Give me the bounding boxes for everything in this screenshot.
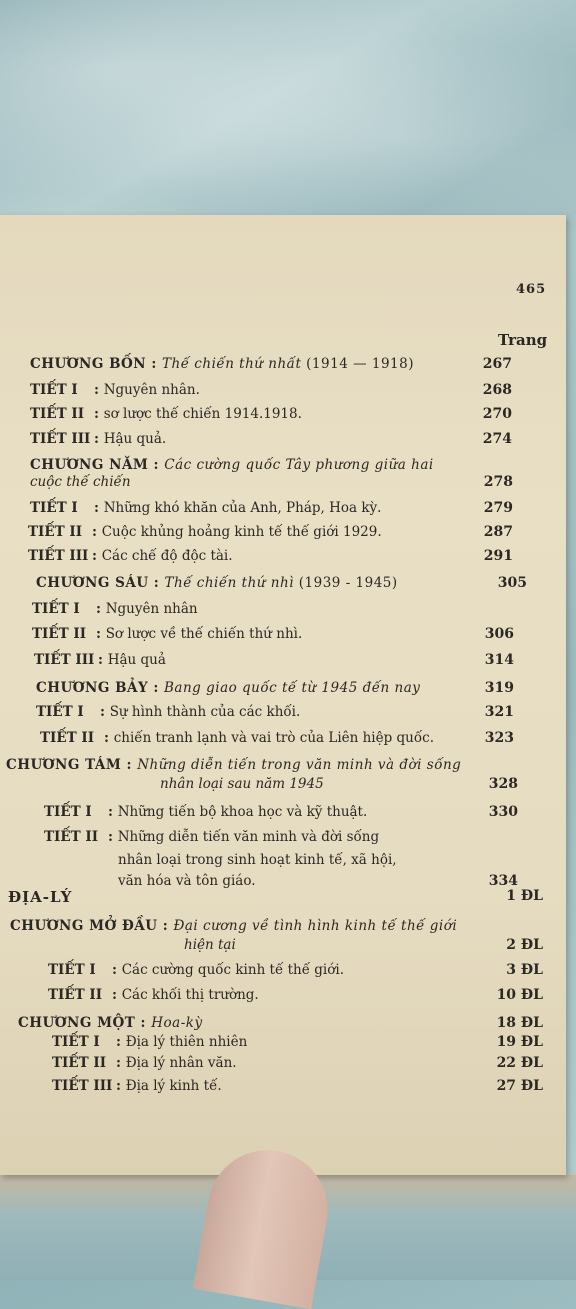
chapter-label: CHƯƠNG NĂM [30,457,149,473]
separator: : [148,457,165,473]
section-title: Những diễn tiến văn minh và đời sống [117,829,380,845]
toc-entry [6,757,461,773]
toc-entry: nhân loại trong sinh hoạt kinh tế, xã hội, [118,852,397,868]
section-title: Nguyên nhân. [103,382,200,398]
page-number: 465 [516,282,547,297]
toc-entry [30,457,434,473]
chapter-label: CHƯƠNG BỐN [30,356,147,372]
toc-entry: văn hóa và tôn giáo. [118,873,256,889]
section-label: TIẾT III [34,652,95,668]
separator: : [108,829,118,845]
separator: : [100,704,110,720]
section-label: TIẾT II [48,987,103,1003]
separator: : [108,804,118,820]
chapter-label: CHƯƠNG TÁM [6,757,122,773]
separator: : [116,1078,126,1094]
page-ref: 287 [483,524,513,540]
separator: : [146,356,163,372]
toc-entry: cuộc thế chiến [30,474,131,490]
section-label: TIẾT III [30,431,91,447]
section-label: TIẾT II [40,730,95,746]
section-label: TIẾT II [30,406,85,422]
chapter-years: (1939 - 1945) [293,575,398,591]
page-ref: 323 [484,730,514,746]
separator: : [92,524,102,540]
chapter-title: Bang giao quốc tế từ 1945 đến nay [164,680,421,696]
separator: : [116,1055,126,1071]
page-ref: 306 [484,626,514,642]
section-label: TIẾT I [30,500,78,516]
toc-entry [52,1034,247,1050]
page-ref: 330 [488,804,518,820]
page-ref: 334 [488,873,518,889]
toc-entry [30,431,166,447]
section-title: Địa lý nhân văn. [125,1055,237,1071]
separator: : [92,548,102,564]
page-ref: 274 [482,431,512,447]
chapter-title: Hoa-kỳ [151,1015,203,1031]
toc-entry: hiện tại [184,937,236,953]
toc-entry [32,601,198,617]
section-title: sơ lược thế chiến 1914.1918. [103,406,302,422]
page-ref: 279 [483,500,513,516]
toc-entry [10,918,457,934]
separator: : [148,680,165,696]
toc-entry [30,382,200,398]
section-title: Những khó khăn của Anh, Pháp, Hoa kỳ. [103,500,382,516]
chapter-label: CHƯƠNG MỞ ĐẦU [10,918,158,934]
section-title: Hậu quả [107,652,166,668]
toc-entry [30,356,414,372]
section-label: TIẾT III [28,548,89,564]
separator: : [112,962,122,978]
marble-background [0,0,576,230]
page-ref: 291 [483,548,513,564]
separator: : [116,1034,126,1050]
section-label: TIẾT I [48,962,96,978]
section-label: TIẾT I [44,804,92,820]
toc-entry [36,704,300,720]
section-title: Cuộc khủng hoảng kinh tế thế giới 1929. [101,524,382,540]
page-ref: 18 ĐL [496,1015,543,1031]
toc-entry [48,987,259,1003]
toc-entry [44,804,367,820]
page-column-header: Trang [498,331,548,349]
section-heading: ĐỊA-LÝ [8,888,73,906]
toc-entry [28,524,382,540]
page-ref: 1 ĐL [506,888,543,904]
chapter-label: CHƯƠNG SÁU [36,575,149,591]
chapter-title: Các cường quốc Tây phương giữa hai [164,457,434,473]
chapter-title: Đại cương về tình hình kinh tế thế giới [173,918,458,934]
page-ref: 10 ĐL [496,987,543,1003]
page-ref: 305 [497,575,527,591]
section-title: chiến tranh lạnh và vai trò của Liên hiệp quốc. [113,730,434,746]
section-title: Địa lý thiên nhiên [125,1034,248,1050]
section-title: Sự hình thành của các khối. [109,704,301,720]
separator: : [104,730,114,746]
chapter-label: CHƯƠNG MỘT [18,1015,136,1031]
page-ref: 328 [488,776,518,792]
toc-entry [30,500,381,516]
section-label: TIẾT I [52,1034,100,1050]
page-ref: 319 [484,680,514,696]
section-label: TIẾT I [32,601,80,617]
toc-entry [52,1055,237,1071]
separator: : [135,1015,152,1031]
page-ref: 268 [482,382,512,398]
page-ref: 19 ĐL [496,1034,543,1050]
separator: : [94,500,104,516]
section-title: Các khối thị trường. [121,987,259,1003]
separator: : [157,918,174,934]
toc-entry [36,575,398,591]
section-label: TIẾT II [52,1055,107,1071]
section-label: TIẾT I [36,704,84,720]
page-ref: 270 [482,406,512,422]
separator: : [96,626,106,642]
toc-entry [48,962,344,978]
page-ref: 321 [484,704,514,720]
page-ref: 3 ĐL [506,962,543,978]
separator: : [94,431,104,447]
section-label: TIẾT II [28,524,83,540]
section-label: TIẾT II [32,626,87,642]
page-ref: 267 [482,356,512,372]
section-title: Những tiến bộ khoa học và kỹ thuật. [117,804,368,820]
chapter-title: Thế chiến thứ nhì [164,575,294,591]
page-ref: 278 [483,474,513,490]
section-title: Các chế độ độc tài. [101,548,233,564]
toc-entry [30,406,302,422]
toc-entry [28,548,233,564]
chapter-title: Những diễn tiến trong văn minh và đời sống [137,757,462,773]
toc-entry [40,730,434,746]
separator: : [96,601,106,617]
separator: : [94,406,104,422]
section-title: Nguyên nhân [105,601,198,617]
toc-entry [18,1015,203,1031]
chapter-title: Thế chiến thứ nhất [162,356,302,372]
section-label: TIẾT I [30,382,78,398]
page-ref: 27 ĐL [496,1078,543,1094]
section-label: TIẾT III [52,1078,113,1094]
separator: : [148,575,165,591]
separator: : [94,382,104,398]
toc-entry [52,1078,222,1094]
section-title: Các cường quốc kinh tế thế giới. [121,962,344,978]
section-title: Hậu quả. [103,431,167,447]
section-title: Sơ lược về thế chiến thứ nhì. [105,626,303,642]
page-ref: 22 ĐL [496,1055,543,1071]
toc-entry [34,652,166,668]
chapter-label: CHƯƠNG BẢY [36,680,149,696]
separator: : [121,757,138,773]
page-ref: 314 [484,652,514,668]
toc-entry [36,680,420,696]
separator: : [112,987,122,1003]
section-label: TIẾT II [44,829,99,845]
chapter-years: (1914 — 1918) [301,356,414,372]
toc-entry [44,829,379,845]
page-ref: 2 ĐL [506,937,543,953]
separator: : [98,652,108,668]
toc-entry [32,626,302,642]
section-title: Địa lý kinh tế. [125,1078,222,1094]
toc-entry: nhân loại sau năm 1945 [160,776,324,792]
